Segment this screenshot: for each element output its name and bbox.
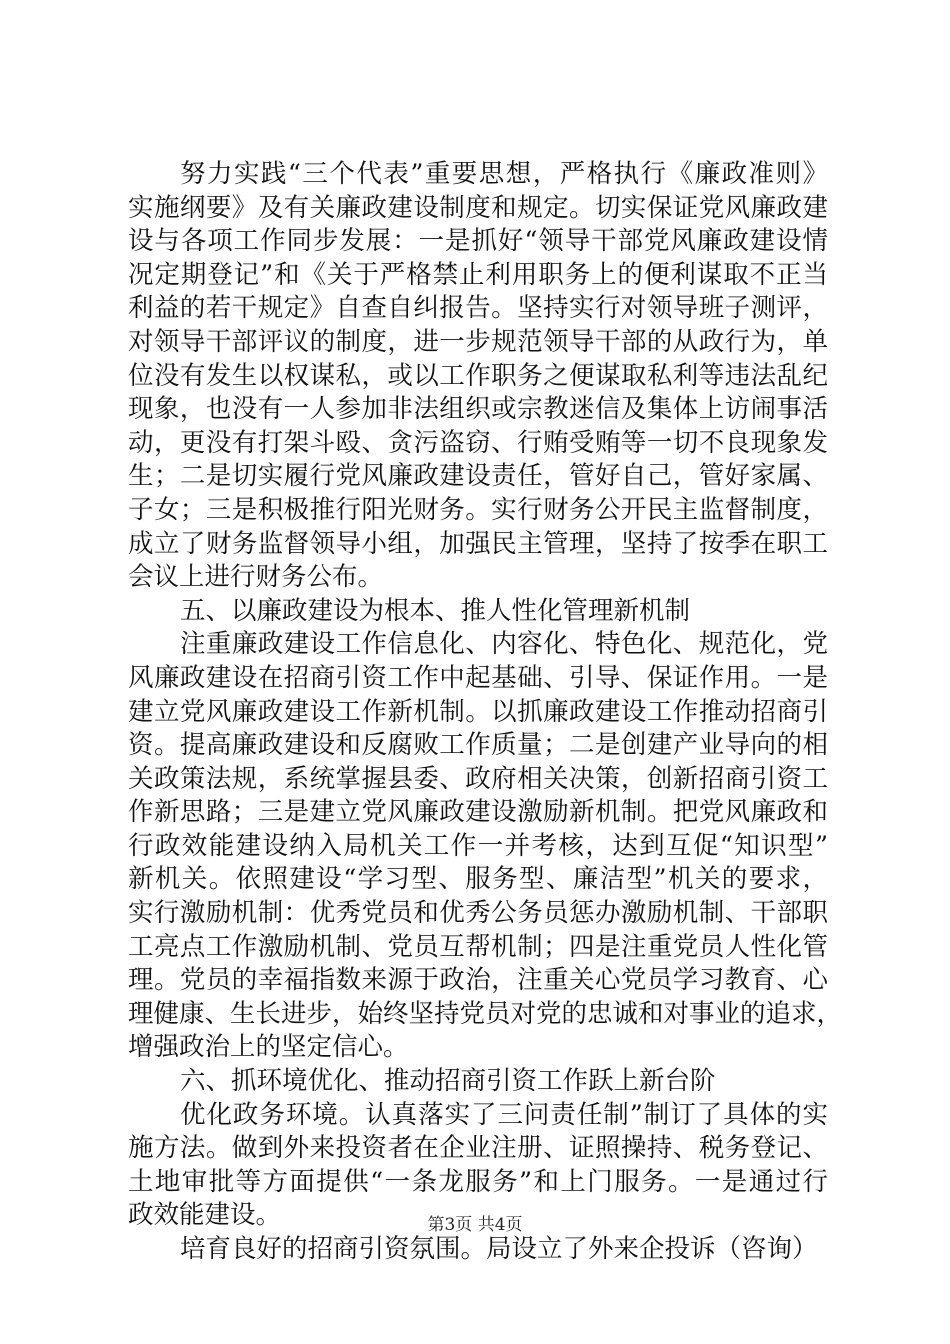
paragraph (128, 158, 828, 595)
text-line: 建立党风廉政建设工作新机制。以抓廉政建设工作推动招商引 (128, 696, 828, 727)
text-line: 土地审批等方面提供“一条龙服务”和上门服务。一是通过行 (128, 1166, 828, 1197)
text-line: 风廉政建设在招商引资工作中起基础、引导、保证作用。一是 (128, 662, 828, 693)
text-line: 注重廉政建设工作信息化、内容化、特色化、规范化，党 (180, 629, 828, 660)
paragraph (128, 1099, 828, 1233)
page-number-footer: 第3页 共4页 (427, 1215, 523, 1235)
text-line: 关政策法规，系统掌握县委、政府相关决策，创新招商引资工 (128, 763, 828, 794)
text-line: 新机关。依照建设“学习型、服务型、廉洁型”机关的要求， (128, 864, 828, 895)
text-line: 设与各项工作同步发展：一是抓好“领导干部党风廉政建设情 (128, 226, 828, 257)
text-line: 培育良好的招商引资氛围。局设立了外来企投诉（咨询） (180, 1234, 818, 1264)
text-line: 对领导干部评议的制度，进一步规范领导干部的从政行为，单 (128, 326, 828, 357)
text-line: 实施纲要》及有关廉政建设制度和规定。切实保证党风廉政建 (128, 192, 828, 223)
text-line: 资。提高廉政建设和反腐败工作质量；二是创建产业导向的相 (128, 730, 828, 761)
text-line: 工亮点工作激励机制、党员互帮机制；四是注重党员人性化管 (128, 931, 828, 962)
text-line: 施方法。做到外来投资者在企业注册、证照操持、税务登记、 (128, 1133, 828, 1164)
text-line: 努力实践“三个代表”重要思想，严格执行《廉政准则》 (180, 159, 828, 189)
text-line: 子女；三是积极推行阳光财务。实行财务公开民主监督制度， (128, 494, 828, 525)
text-line: 生；二是切实履行党风廉政建设责任，管好自己，管好家属、 (128, 461, 828, 492)
text-line: 现象，也没有一人参加非法组织或宗教迷信及集体上访闹事活 (128, 394, 828, 425)
text-line: 况定期登记”和《关于严格禁止利用职务上的便利谋取不正当 (128, 259, 828, 290)
text-line: 政效能建设。 (128, 1200, 282, 1231)
text-line: 实行激励机制：优秀党员和优秀公务员惩办激励机制、干部职 (128, 898, 828, 929)
text-line: 六、抓环境优化、推动招商引资工作跃上新台阶 (180, 1066, 716, 1097)
text-line: 位没有发生以权谋私，或以工作职务之便谋取私利等违法乱纪 (128, 360, 828, 391)
paragraph (128, 1065, 828, 1099)
text-line: 动，更没有打架斗殴、贪污盗窃、行贿受贿等一切不良现象发 (128, 427, 828, 458)
document-body (128, 158, 843, 1267)
text-line: 利益的若干规定》自查自纠报告。坚持实行对领导班子测评， (128, 293, 828, 324)
paragraph (128, 1233, 828, 1267)
paragraph (128, 595, 828, 629)
text-line: 成立了财务监督领导小组，加强民主管理，坚持了按季在职工 (128, 528, 828, 559)
text-line: 作新思路；三是建立党风廉政建设激励新机制。把党风廉政和 (128, 797, 828, 828)
text-line: 行政效能建设纳入局机关工作一并考核，达到互促“知识型” (128, 830, 828, 861)
text-line: 增强政治上的坚定信心。 (128, 1032, 409, 1063)
paragraph (128, 628, 843, 1065)
text-line: 理健康、生长进步，始终坚持党员对党的忠诚和对事业的追求， (128, 998, 843, 1029)
text-line: 优化政务环境。认真落实了三问责任制”制订了具体的实 (180, 1099, 828, 1130)
text-line: 理。党员的幸福指数来源于政治，注重关心党员学习教育、心 (128, 965, 828, 996)
text-line: 五、以廉政建设为根本、推人性化管理新机制 (180, 595, 691, 626)
text-line: 会议上进行财务公布。 (128, 562, 384, 593)
